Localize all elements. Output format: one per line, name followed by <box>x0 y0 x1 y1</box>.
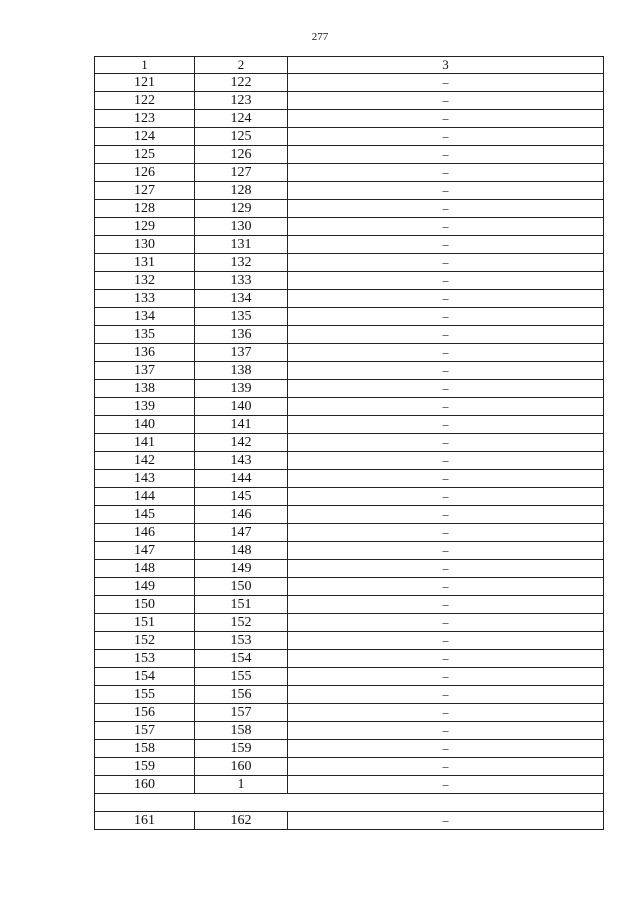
table-row <box>95 272 604 290</box>
table-cell: 160 <box>195 758 288 776</box>
table-cell: 154 <box>95 668 195 686</box>
table-cell: – <box>288 560 604 578</box>
table-cell: – <box>288 110 604 128</box>
table-gap-row <box>95 794 604 812</box>
table-row <box>95 326 604 344</box>
column-header: 1 <box>95 57 195 74</box>
table-row <box>95 488 604 506</box>
table-cell: 150 <box>195 578 288 596</box>
table-cell: 132 <box>95 272 195 290</box>
table-row <box>95 344 604 362</box>
table-row <box>95 740 604 758</box>
table-cell: – <box>288 632 604 650</box>
table-cell: 135 <box>195 308 288 326</box>
table-cell: 135 <box>95 326 195 344</box>
table-cell: 149 <box>195 560 288 578</box>
table-row <box>95 290 604 308</box>
table-row <box>95 236 604 254</box>
table-cell: 124 <box>95 128 195 146</box>
table-cell: 146 <box>195 506 288 524</box>
table-cell: – <box>288 380 604 398</box>
table-cell: – <box>288 92 604 110</box>
table-cell: – <box>288 362 604 380</box>
table-cell: 145 <box>195 488 288 506</box>
table-cell: 143 <box>195 452 288 470</box>
table-cell: 161 <box>95 812 195 830</box>
table-cell: 139 <box>195 380 288 398</box>
table-cell: – <box>288 488 604 506</box>
table-cell: 162 <box>195 812 288 830</box>
table-cell: – <box>288 416 604 434</box>
table-cell: 138 <box>195 362 288 380</box>
table-row <box>95 668 604 686</box>
table-cell: – <box>288 218 604 236</box>
table-row <box>95 470 604 488</box>
table-cell: 147 <box>195 524 288 542</box>
table-cell: 158 <box>195 722 288 740</box>
table-cell: – <box>288 254 604 272</box>
table-row <box>95 416 604 434</box>
table-header-row <box>95 57 604 74</box>
table-row <box>95 74 604 92</box>
table-row <box>95 758 604 776</box>
table-cell: 150 <box>95 596 195 614</box>
table-row <box>95 182 604 200</box>
table-cell: 128 <box>95 200 195 218</box>
table-cell: 154 <box>195 650 288 668</box>
table-row <box>95 164 604 182</box>
table-cell: – <box>288 506 604 524</box>
table-cell: – <box>288 182 604 200</box>
table-cell: 158 <box>95 740 195 758</box>
table-cell: – <box>288 128 604 146</box>
table-row <box>95 614 604 632</box>
table-cell: 156 <box>95 704 195 722</box>
table-cell: – <box>288 686 604 704</box>
table-cell: 139 <box>95 398 195 416</box>
table-cell: 131 <box>195 236 288 254</box>
table-row <box>95 704 604 722</box>
table-cell: 142 <box>195 434 288 452</box>
table-row <box>95 452 604 470</box>
table-cell: 157 <box>95 722 195 740</box>
table-cell: 153 <box>95 650 195 668</box>
table-cell: – <box>288 308 604 326</box>
table-cell: – <box>288 740 604 758</box>
table-cell: 133 <box>195 272 288 290</box>
table-cell: – <box>288 596 604 614</box>
table-row <box>95 776 604 794</box>
table-row <box>95 308 604 326</box>
table-cell: 136 <box>195 326 288 344</box>
table-cell: 137 <box>195 344 288 362</box>
table-gap-cell <box>95 794 604 812</box>
table-cell: 151 <box>195 596 288 614</box>
table-cell: 152 <box>195 614 288 632</box>
table-cell: 125 <box>195 128 288 146</box>
table-cell: 121 <box>95 74 195 92</box>
table-cell: 126 <box>95 164 195 182</box>
table-cell: 160 <box>95 776 195 794</box>
data-table <box>94 56 604 830</box>
table-cell: 123 <box>195 92 288 110</box>
column-header: 2 <box>195 57 288 74</box>
table-cell: 134 <box>95 308 195 326</box>
table-row <box>95 650 604 668</box>
table-row <box>95 524 604 542</box>
table-cell: 129 <box>195 200 288 218</box>
table-cell: – <box>288 164 604 182</box>
table-cell: 122 <box>95 92 195 110</box>
table-cell: 151 <box>95 614 195 632</box>
table-cell: 127 <box>95 182 195 200</box>
table-cell: 132 <box>195 254 288 272</box>
table-cell: – <box>288 290 604 308</box>
table-cell: 124 <box>195 110 288 128</box>
table-cell: – <box>288 668 604 686</box>
table-row <box>95 722 604 740</box>
table-cell: – <box>288 452 604 470</box>
table-row <box>95 632 604 650</box>
table-cell: 148 <box>95 560 195 578</box>
table-cell: 130 <box>195 218 288 236</box>
table-row <box>95 218 604 236</box>
table-cell: – <box>288 272 604 290</box>
table-cell: 142 <box>95 452 195 470</box>
table-row <box>95 506 604 524</box>
table-cell: 137 <box>95 362 195 380</box>
table-cell: 128 <box>195 182 288 200</box>
table-cell: – <box>288 776 604 794</box>
table-cell: 138 <box>95 380 195 398</box>
table-cell: 1 <box>195 776 288 794</box>
table-cell: 159 <box>195 740 288 758</box>
table-cell: – <box>288 524 604 542</box>
table-row <box>95 128 604 146</box>
table-cell: 129 <box>95 218 195 236</box>
table-cell: 140 <box>195 398 288 416</box>
table-cell: – <box>288 398 604 416</box>
table-cell: – <box>288 650 604 668</box>
table-row <box>95 254 604 272</box>
table-row <box>95 362 604 380</box>
table-row <box>95 578 604 596</box>
table-cell: 149 <box>95 578 195 596</box>
table-cell: 147 <box>95 542 195 560</box>
table-cell: – <box>288 578 604 596</box>
table-cell: 157 <box>195 704 288 722</box>
table-cell: – <box>288 74 604 92</box>
table-cell: 133 <box>95 290 195 308</box>
table-cell: 153 <box>195 632 288 650</box>
table-cell: 123 <box>95 110 195 128</box>
table-cell: 141 <box>95 434 195 452</box>
table-cell: – <box>288 326 604 344</box>
table-cell: 143 <box>95 470 195 488</box>
table-row <box>95 812 604 830</box>
table-cell: – <box>288 344 604 362</box>
table-cell: 127 <box>195 164 288 182</box>
table-row <box>95 434 604 452</box>
table-cell: – <box>288 200 604 218</box>
table-cell: – <box>288 236 604 254</box>
table-cell: – <box>288 812 604 830</box>
table-cell: 145 <box>95 506 195 524</box>
table-cell: – <box>288 758 604 776</box>
table-row <box>95 146 604 164</box>
table-row <box>95 110 604 128</box>
table-cell: 144 <box>95 488 195 506</box>
table-row <box>95 560 604 578</box>
table-cell: 156 <box>195 686 288 704</box>
table-row <box>95 542 604 560</box>
table-cell: – <box>288 722 604 740</box>
table-cell: – <box>288 614 604 632</box>
table-cell: – <box>288 704 604 722</box>
table-cell: – <box>288 542 604 560</box>
table-cell: 148 <box>195 542 288 560</box>
table-cell: 136 <box>95 344 195 362</box>
table-cell: 146 <box>95 524 195 542</box>
table-cell: – <box>288 470 604 488</box>
table-cell: 159 <box>95 758 195 776</box>
table-cell: 130 <box>95 236 195 254</box>
table-cell: 152 <box>95 632 195 650</box>
table-cell: 155 <box>95 686 195 704</box>
table-cell: 125 <box>95 146 195 164</box>
table-cell: 144 <box>195 470 288 488</box>
table-row <box>95 380 604 398</box>
table-cell: 140 <box>95 416 195 434</box>
table-row <box>95 686 604 704</box>
table-cell: 155 <box>195 668 288 686</box>
table-row <box>95 200 604 218</box>
table-cell: – <box>288 434 604 452</box>
table-row <box>95 398 604 416</box>
table-cell: – <box>288 146 604 164</box>
table-cell: 126 <box>195 146 288 164</box>
table-cell: 122 <box>195 74 288 92</box>
table-row <box>95 596 604 614</box>
table-cell: 131 <box>95 254 195 272</box>
table-cell: 134 <box>195 290 288 308</box>
column-header: 3 <box>288 57 604 74</box>
table-row <box>95 92 604 110</box>
table-cell: 141 <box>195 416 288 434</box>
page-number: 277 <box>311 31 329 43</box>
